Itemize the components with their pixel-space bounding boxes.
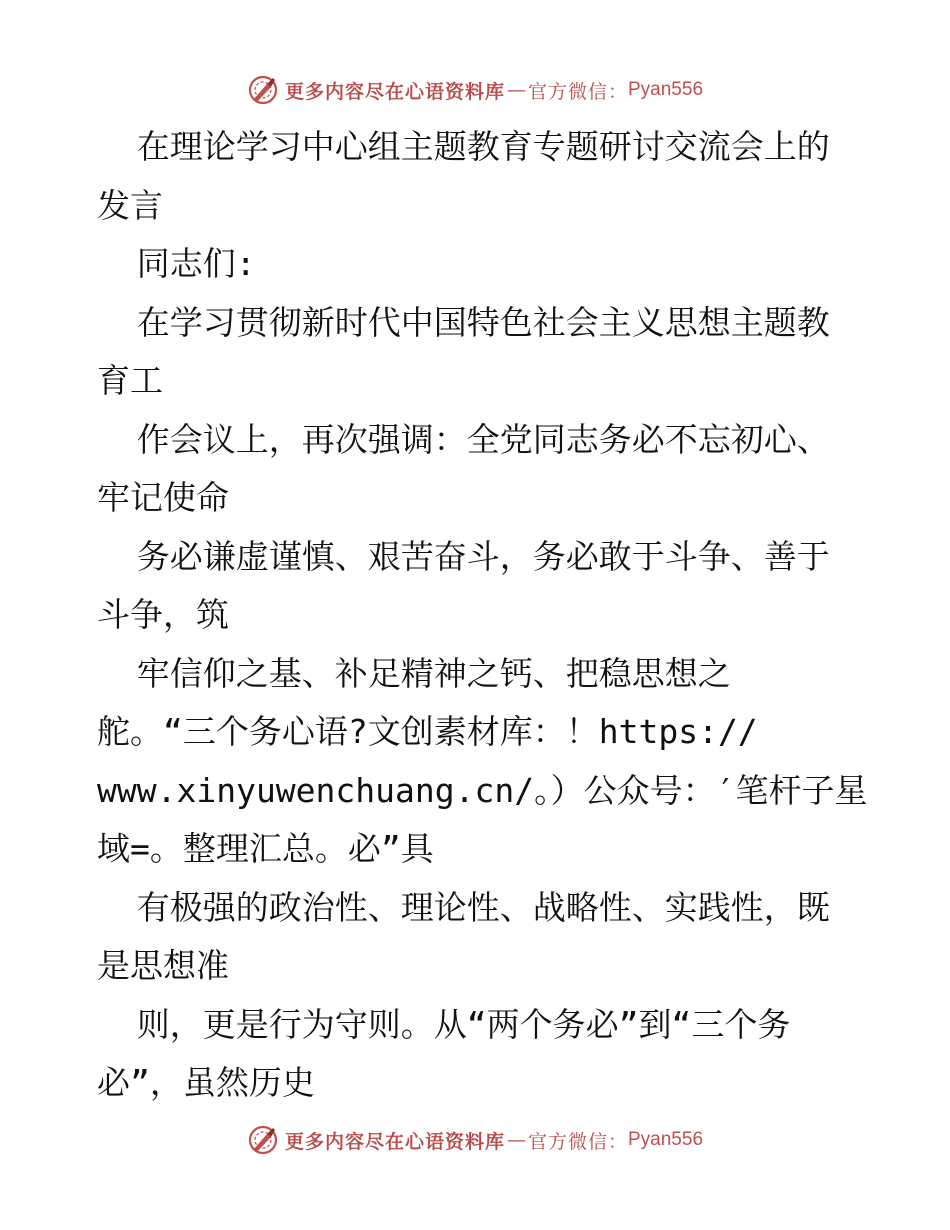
text-line: 是思想准 [97,946,229,985]
pen-logo-icon [247,1124,279,1156]
banner-wechat-label: 官方微信： [527,1130,628,1153]
text-line: 斗争，筑 [97,595,229,634]
footer-banner [0,1120,950,1160]
header-banner [0,70,950,110]
banner-brand-text: 更多内容尽在心语资料库 [284,80,505,103]
text-line: 则，更是行为守则。从“两个务必”到“三个务 [97,1004,791,1044]
text-line: 在学习贯彻新时代中国特色社会主义思想主题教 [97,302,830,342]
pen-logo-icon [247,74,279,106]
text-line: 在理论学习中心组主题教育专题研讨交流会上的 [97,127,830,166]
text-line: 舵。“三个务心语?文创素材库：！https:// [97,712,758,751]
document-body [97,118,868,1113]
banner-dash: — [506,79,526,101]
text-line: 育工 [97,361,163,400]
text-line: 必”，虽然历史 [97,1063,315,1102]
text-line: 牢信仰之基、补足精神之钙、把稳思想之 [97,653,731,693]
text-line: 发言 [97,185,163,225]
text-line: 有极强的政治性、理论性、战略性、实践性，既 [97,887,830,927]
banner-brand-text: 更多内容尽在心语资料库 [284,1130,505,1153]
text-line: 作会议上，再次强调：全党同志务必不忘初心、 [97,419,830,459]
banner-dash: — [506,1129,526,1151]
text-line: www.xinyuwenchuang.cn/。）公众号：′笔杆子星 [97,770,868,810]
banner-wechat-id: Pyan556 [628,1129,704,1150]
banner-wechat-label: 官方微信： [527,80,628,103]
banner-wechat-id: Pyan556 [628,79,704,100]
text-line: 牢记使命 [97,478,229,517]
text-line: 域=。整理汇总。必”具 [97,829,434,868]
text-line: 务必谦虚谨慎、艰苦奋斗，务必敢于斗争、善于 [97,536,830,576]
text-line: 同志们: [97,244,256,283]
